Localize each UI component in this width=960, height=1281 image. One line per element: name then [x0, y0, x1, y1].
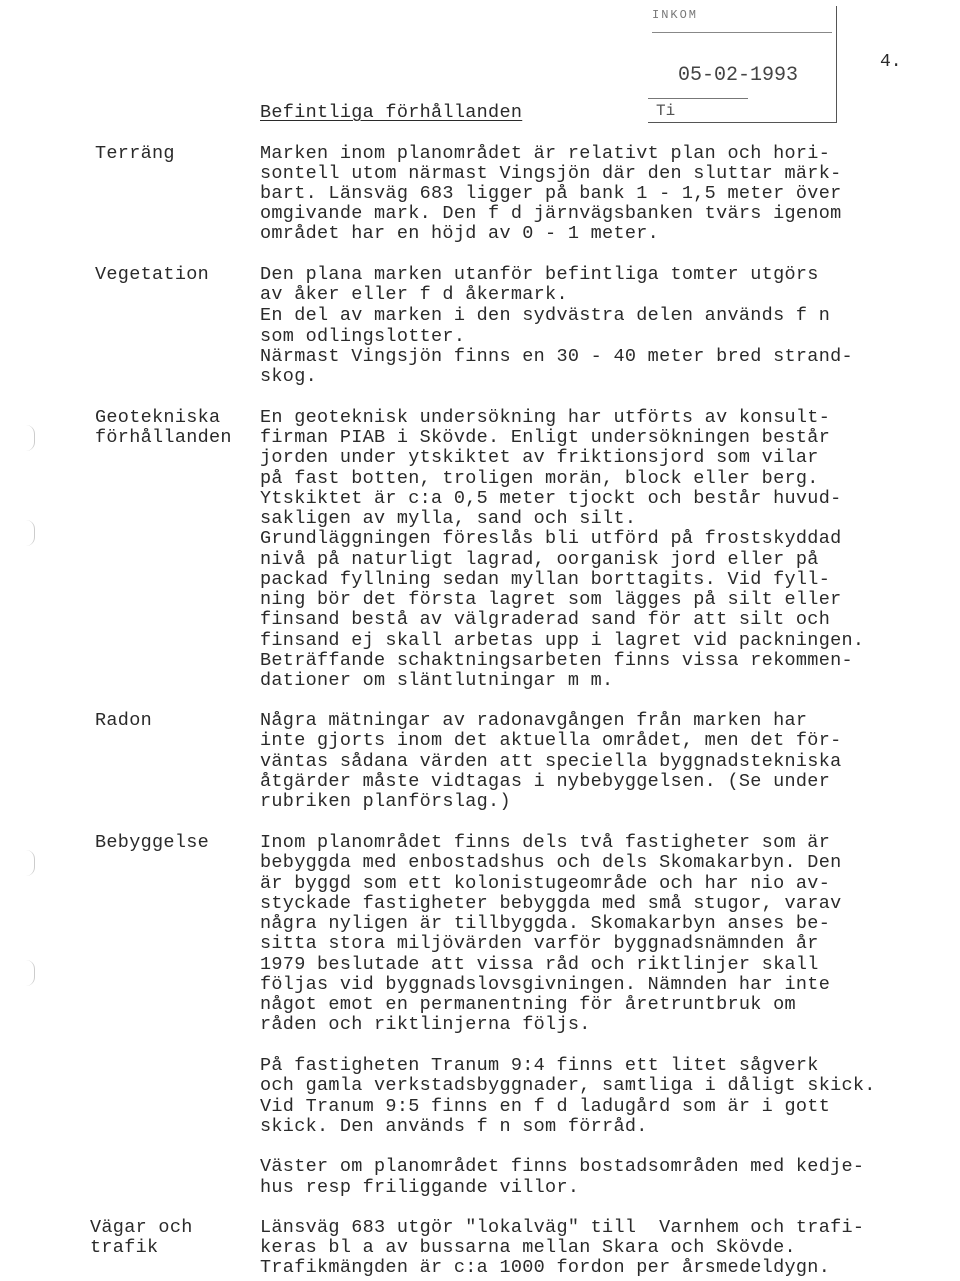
geoteknik-line: En geoteknisk undersökning har utförts av konsult-: [260, 407, 831, 428]
label-trafik: trafik: [90, 1237, 159, 1258]
terrang-line: omgivande mark. Den f d järnvägsbanken tvärs igenom: [260, 203, 842, 224]
geoteknik-line: sakligen av mylla, sand och silt.: [260, 508, 637, 529]
stamp-mark: Ti: [656, 102, 676, 120]
bebyggelse-line: något emot en permanentning för åretruntbruk om: [260, 994, 796, 1015]
bebyggelse-line: styckade fastigheter bebyggda med små stugor, varav: [260, 893, 842, 914]
bebyggelse-line: råden och riktlinjerna följs.: [260, 1014, 591, 1035]
geoteknik-line: finsand ej skall arbetas upp i lagret vid packningen.: [260, 630, 865, 651]
tranum-line: och gamla verkstadsbyggnader, samtliga i dåligt skick.: [260, 1075, 876, 1096]
stamp-divider: [648, 98, 748, 99]
geoteknik-line: Grundläggningen föreslås bli utförd på frostskyddad: [260, 528, 842, 549]
bebyggelse-line: följas vid byggnadslovsgivningen. Nämnden har inte: [260, 974, 831, 995]
geoteknik-line: på fast botten, troligen morän, block eller berg.: [260, 468, 819, 489]
terrang-line: området har en höjd av 0 - 1 meter.: [260, 223, 660, 244]
bebyggelse-line: sitta stora miljövärden varför byggnadsnämnden år: [260, 933, 819, 954]
vaster-line: Väster om planområdet finns bostadsområden med kedje-: [260, 1156, 865, 1177]
tranum-line: Vid Tranum 9:5 finns en f d ladugård som är i gott: [260, 1096, 831, 1117]
terrang-line: bart. Länsväg 683 ligger på bank 1 - 1,5 meter över: [260, 183, 842, 204]
vegetation-line: Närmast Vingsjön finns en 30 - 40 meter bred strand-: [260, 346, 853, 367]
label-geotekniska: Geotekniska: [95, 407, 221, 428]
geoteknik-line: finsand bestå av välgraderad sand för att silt och: [260, 609, 831, 630]
label-forhallanden: förhållanden: [95, 427, 232, 448]
radon-line: väntas sådana värden att speciella byggnadstekniska: [260, 751, 842, 772]
geoteknik-line: Beträffande schaktningsarbeten finns vissa rekommen-: [260, 650, 853, 671]
radon-line: inte gjorts inom det aktuella området, men det för-: [260, 730, 842, 751]
section-heading: Befintliga förhållanden: [260, 102, 523, 123]
bebyggelse-line: Inom planområdet finns dels två fastigheter som är: [260, 832, 831, 853]
binder-hole-mark: [26, 425, 35, 451]
geoteknik-line: ning bör det första lagret som lägges på silt eller: [260, 589, 842, 610]
binder-hole-mark: [26, 960, 35, 986]
vagar-line: Trafikmängden är c:a 1000 fordon per årsmedeldygn.: [260, 1257, 831, 1278]
geoteknik-line: Ytskiktet är c:a 0,5 meter tjockt och består huvud-: [260, 488, 842, 509]
geoteknik-line: dationer om släntlutningar m m.: [260, 670, 614, 691]
vegetation-line: som odlingslotter.: [260, 326, 466, 347]
geoteknik-line: nivå på naturligt lagrad, oorganisk jord eller på: [260, 549, 819, 570]
terrang-line: sontell utom närmast Vingsjön där den sluttar märk-: [260, 163, 842, 184]
terrang-line: Marken inom planområdet är relativt plan och hori-: [260, 143, 831, 164]
tranum-line: skick. Den används f n som förråd.: [260, 1116, 648, 1137]
binder-hole-mark: [26, 520, 35, 546]
geoteknik-line: packad fyllning sedan myllan borttagits. Vid fyll-: [260, 569, 831, 590]
bebyggelse-line: är byggd som ett kolonistugeområde och har nio av-: [260, 873, 831, 894]
vegetation-line: Den plana marken utanför befintliga tomter utgörs: [260, 264, 819, 285]
geoteknik-line: firman PIAB i Skövde. Enligt undersökningen består: [260, 427, 831, 448]
received-stamp: [648, 6, 837, 123]
radon-line: åtgärder måste vidtagas i nybebyggelsen. (Se under: [260, 771, 831, 792]
vaster-line: hus resp friliggande villor.: [260, 1177, 580, 1198]
bebyggelse-line: några nyligen är tillbyggda. Skomakarbyn anses be-: [260, 913, 831, 934]
vagar-line: keras bl a av bussarna mellan Skara och Skövde.: [260, 1237, 796, 1258]
label-vagar-och: Vägar och: [90, 1217, 193, 1238]
vegetation-line: av åker eller f d åkermark.: [260, 284, 568, 305]
stamp-top-text: INKOM: [652, 8, 832, 33]
label-vegetation: Vegetation: [95, 264, 210, 285]
bebyggelse-line: bebyggda med enbostadshus och dels Skomakarbyn. Den: [260, 852, 842, 873]
tranum-line: På fastigheten Tranum 9:4 finns ett litet sågverk: [260, 1055, 819, 1076]
page-number: 4.: [880, 52, 902, 72]
vagar-line: Länsväg 683 utgör "lokalväg" till Varnhem och trafi-: [260, 1217, 865, 1238]
bebyggelse-line: 1979 beslutade att vissa råd och riktlinjer skall: [260, 954, 819, 975]
vegetation-line: En del av marken i den sydvästra delen används f n: [260, 305, 831, 326]
radon-line: Några mätningar av radonavgången från marken har: [260, 710, 808, 731]
label-bebyggelse: Bebyggelse: [95, 832, 210, 853]
stamp-date: 05-02-1993: [678, 64, 799, 87]
radon-line: rubriken planförslag.): [260, 791, 511, 812]
binder-hole-mark: [26, 850, 35, 876]
geoteknik-line: jorden under ytskiktet av friktionsjord som vilar: [260, 447, 819, 468]
label-terrang: Terräng: [95, 143, 175, 164]
label-radon: Radon: [95, 710, 153, 731]
vegetation-line: skog.: [260, 366, 318, 387]
